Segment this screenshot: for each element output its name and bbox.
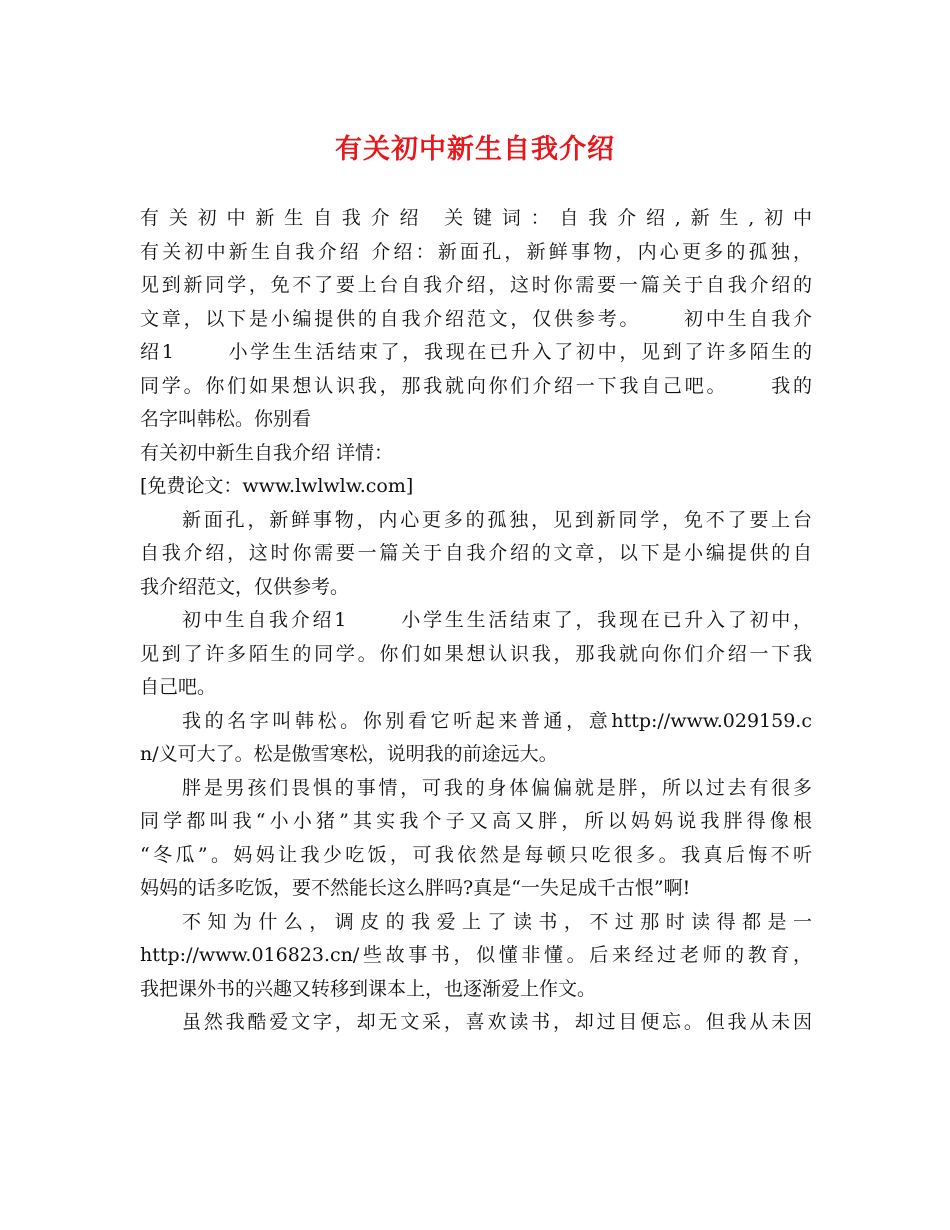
- summary-line: 名字叫韩松。你别看: [140, 408, 312, 430]
- summary-line: 文章，以下是小编提供的自我介绍范文，仅供参考。 初中生自我介: [140, 307, 812, 330]
- paragraph-line: http://www.016823.cn/些故事书，似懂非懂。后来经过老师的教育，: [140, 944, 812, 966]
- source-link[interactable]: [免费论文：www.lwlwlw.com]: [140, 475, 414, 497]
- document-title: 有关初中新生自我介绍: [335, 134, 615, 165]
- paragraph-line: 妈妈的话多吃饭，要不然能长这么胖吗?真是“一失足成千古恨”啊!: [140, 877, 691, 899]
- paragraph-line: 虽然我酷爱文字，却无文采，喜欢读书，却过目便忘。但我从未因: [182, 1011, 812, 1033]
- keywords-line: 有关初中新生自我介绍 关键词：自我介绍,新生,初中: [140, 207, 812, 229]
- document-body: [140, 202, 812, 1040]
- paragraph-line: 同学都叫我“小小猪”其实我个子又高又胖，所以妈妈说我胖得像根: [140, 810, 812, 832]
- details-heading: 有关初中新生自我介绍 详情：: [140, 441, 394, 464]
- summary-line: 绍1 小学生生活结束了，我现在已升入了初中，见到了许多陌生的: [140, 341, 812, 363]
- paragraph-line: 初中生自我介绍1 小学生生活结束了，我现在已升入了初中，: [182, 609, 812, 631]
- paragraph-line: 见到了许多陌生的同学。你们如果想认识我，那我就向你们介绍一下我: [140, 642, 812, 665]
- summary-line: 同学。你们如果想认识我，那我就向你们介绍一下我自己吧。 我的: [140, 374, 812, 397]
- paragraph-line: 我的名字叫韩松。你别看它听起来普通，意http://www.029159.c: [182, 709, 812, 732]
- paragraph-line: 我把课外书的兴趣又转移到课本上，也逐渐爱上作文。: [140, 977, 597, 1000]
- paragraph-line: 自己吧。: [140, 676, 217, 698]
- paragraph-line: “冬瓜”。妈妈让我少吃饭，可我依然是每顿只吃很多。我真后悔不听: [140, 843, 812, 866]
- paragraph-line: 不知为什么，调皮的我爱上了读书，不过那时读得都是一: [182, 910, 812, 933]
- paragraph-line: 我介绍范文，仅供参考。: [140, 575, 350, 598]
- summary-line: 见到新同学，免不了要上台自我介绍，这时你需要一篇关于自我介绍的: [140, 274, 812, 296]
- paragraph-line: n/义可大了。松是傲雪寒松，说明我的前途远大。: [140, 743, 558, 765]
- paragraph-line: 胖是男孩们畏惧的事情，可我的身体偏偏就是胖，所以过去有很多: [182, 776, 812, 799]
- summary-line: 有关初中新生自我介绍 介绍：新面孔，新鲜事物，内心更多的孤独，: [140, 240, 812, 263]
- paragraph-line: 新面孔，新鲜事物，内心更多的孤独，见到新同学，免不了要上台: [182, 508, 812, 531]
- paragraph-line: 自我介绍，这时你需要一篇关于自我介绍的文章，以下是小编提供的自: [140, 542, 812, 564]
